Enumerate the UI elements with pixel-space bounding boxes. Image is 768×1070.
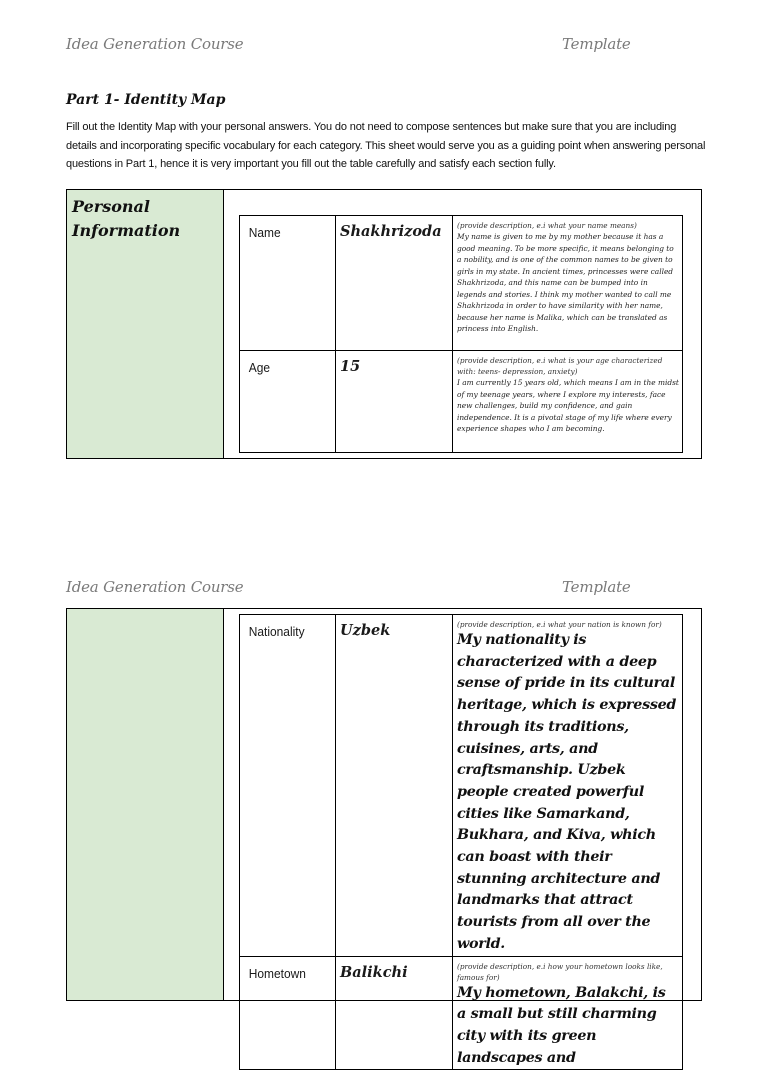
row-answer[interactable]: Uzbek bbox=[336, 615, 453, 957]
description-text[interactable]: My name is given to me by my mother because it has a good meaning. To be more specific, it means belonging to a nobility, and is one of the common names to be given to girls in my state. In ancient times, princesses were called Shakhrizoda, and this name can be bumped into in legends and stories. I think my mother wanted to call me Shakhrizoda in order to have similarity with her name, because her name is Malika, which can be translated as princess into English. bbox=[457, 232, 674, 333]
description-prompt: (provide description, e.i what your name means) bbox=[457, 221, 637, 230]
row-description-cell[interactable] bbox=[453, 216, 683, 351]
row-answer[interactable]: 15 bbox=[336, 351, 453, 453]
row-description-cell[interactable] bbox=[453, 956, 683, 1070]
inner-table-page2 bbox=[239, 614, 683, 1070]
row-answer[interactable]: Balikchi bbox=[336, 956, 453, 1070]
row-answer[interactable]: Shakhrizoda bbox=[336, 216, 453, 351]
category-title-line1: Personal bbox=[72, 197, 150, 216]
row-label: Hometown bbox=[240, 956, 328, 1070]
instructions-paragraph: Fill out the Identity Map with your personal answers. You do not need to compose sentences but make sure that you are including details and incorporating specific vocabulary for each category. This sheet would serve you as a guiding point when answering personal questions in Part 1, hence it is very important you fill out the table carefully and satisfy each section fully. bbox=[66, 121, 706, 170]
category-title-line2: Information bbox=[72, 221, 181, 240]
description-text[interactable]: I am currently 15 years old, which means I am in the midst of my teenage years, where I explore my interests, face new challenges, build my confidence, and gain independence. It is a pivotal stage of my life where every experience shapes who I am becoming. bbox=[457, 378, 679, 433]
course-title-header-page2: Idea Generation Course bbox=[66, 578, 244, 596]
template-label-header-page2: Template bbox=[562, 578, 631, 596]
table-row-age bbox=[240, 351, 683, 453]
table-row-hometown bbox=[240, 956, 683, 1070]
description-prompt: (provide description, e.i how your hometown looks like, famous for) bbox=[457, 961, 663, 982]
description-prompt: (provide description, e.i what is your age characterized with: teens- depression, anxiety) bbox=[457, 356, 663, 376]
row-label: Age bbox=[240, 351, 328, 453]
part-title: Part 1- Identity Map bbox=[66, 92, 226, 108]
row-label: Name bbox=[240, 216, 328, 351]
table-row-name bbox=[240, 216, 683, 351]
inner-table-page1 bbox=[239, 215, 683, 453]
identity-map-table-page2 bbox=[66, 608, 702, 1066]
course-title-header: Idea Generation Course bbox=[66, 35, 244, 53]
description-text[interactable]: My nationality is characterized with a deep sense of pride in its cultural heritage, which is expressed through its traditions, cuisines, arts, and craftsmanship. Uzbek people created powerful cities like Samarkand, Bukhara, and Kiva, which can boast with their stunning architecture and landmarks that attract tourists from all over the world. bbox=[457, 632, 677, 952]
description-prompt: (provide description, e.i what your nation is known for) bbox=[457, 620, 662, 629]
row-description-cell[interactable] bbox=[453, 351, 683, 453]
category-title bbox=[72, 195, 180, 243]
identity-map-table-page1 bbox=[66, 189, 702, 459]
template-label-header: Template bbox=[562, 35, 631, 53]
description-text[interactable]: My hometown, Balakchi, is a small but still charming city with its green landscapes and bbox=[457, 984, 666, 1066]
category-cell bbox=[67, 609, 224, 1000]
row-description-cell[interactable] bbox=[453, 615, 683, 957]
category-cell bbox=[67, 190, 224, 458]
table-row-nationality bbox=[240, 615, 683, 957]
row-label: Nationality bbox=[240, 615, 328, 957]
